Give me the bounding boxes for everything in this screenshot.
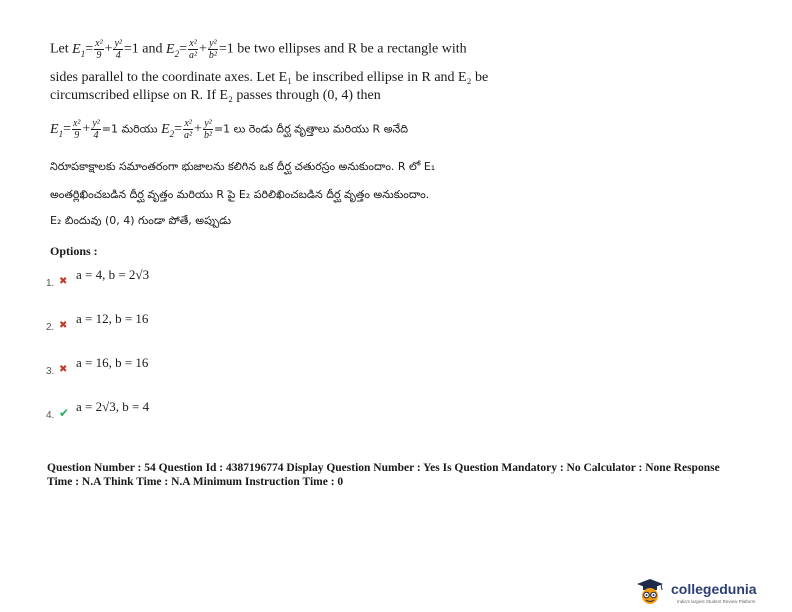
- fraction-y2-4: $\frac{\text{y²}}{4}$: [114, 38, 122, 61]
- option-number: 4.: [46, 410, 55, 421]
- check-icon: ✔: [59, 406, 70, 420]
- e2-symbol: $E_2$: [166, 41, 180, 59]
- option-3[interactable]: [46, 355, 246, 379]
- equals-sign: =: [174, 121, 183, 137]
- equals-sign: =: [85, 41, 94, 57]
- fraction-y2-b2: $\frac{\text{y²}}{\text{b²}}$: [203, 118, 212, 141]
- plus-sign: +: [198, 41, 207, 57]
- logo-wordmark: collegedunia: [671, 581, 757, 597]
- fraction-y2-4: $\frac{\text{y²}}{4}$: [92, 118, 100, 141]
- e1-symbol: $E_1$: [72, 41, 86, 59]
- cross-icon: ✖: [59, 276, 68, 287]
- text-line1-suffix: =1 be two ellipses and R be a rectangle with: [218, 41, 467, 57]
- fraction-x2-9: $\frac{\text{x²}}{9}$: [95, 38, 103, 61]
- question-meta-line2: Time : N.A Think Time : N.A Minimum Instruction Time : 0: [47, 476, 344, 488]
- e1-symbol: $E_1$: [50, 121, 64, 139]
- option-number: 2.: [46, 322, 55, 333]
- plus-sign: +: [82, 121, 91, 137]
- question-meta-line1: Question Number : 54 Question Id : 4387196774 Display Question Number : Yes Is Question Mandatory : No Calculator : None Response: [47, 462, 720, 474]
- telugu-text-mid: =1 మరియు: [101, 122, 158, 136]
- option-number: 1.: [46, 278, 55, 289]
- option-1[interactable]: [46, 266, 246, 290]
- text-eq1-and: =1 and: [123, 41, 163, 57]
- question-telugu-line3: అంతర్లిఖించబడిన దీర్ఘ వృత్తం మరియు R పై E₂ పరిలిఖించబడిన దీర్ఘ వృత్తం అనుకుందాం.: [50, 188, 430, 201]
- collegedunia-logo: [633, 578, 783, 606]
- fraction-y2-b2: $\frac{\text{y²}}{\text{b²}}$: [208, 38, 217, 61]
- fraction-x2-9: $\frac{\text{x²}}{9}$: [72, 118, 81, 141]
- cross-icon: ✖: [59, 364, 68, 375]
- equals-sign: =: [179, 41, 187, 57]
- option-text: a = 4, b = 2√3: [76, 267, 150, 282]
- options-label: Options :: [50, 244, 98, 258]
- option-4[interactable]: [46, 399, 246, 423]
- plus-sign: +: [104, 41, 113, 57]
- logo-tagline: India's largest Student Review Platform: [677, 599, 756, 604]
- option-number: 3.: [46, 366, 55, 377]
- cross-icon: ✖: [59, 320, 68, 331]
- fraction-x2-a2: $\frac{\text{x²}}{\text{a²}}$: [188, 38, 197, 61]
- text-let: Let: [50, 41, 69, 57]
- question-telugu-line1: [50, 118, 408, 143]
- question-english-line2: sides parallel to the coordinate axes. Let E₁ be inscribed ellipse in R and E₂ be: [50, 70, 489, 85]
- question-telugu-line2: నిరూపకాక్షాలకు సమాంతరంగా భుజాలను కలిగిన ఒక దీర్ఘ చతురస్రం అనుకుందాం. R లో E₁: [50, 160, 436, 173]
- e2-symbol: $E_2$: [161, 121, 175, 139]
- fraction-x2-a2: $\frac{\text{x²}}{\text{a²}}$: [184, 118, 193, 141]
- question-english-line3: circumscribed ellipse on R. If E₂ passes through (0, 4) then: [50, 88, 381, 103]
- question-telugu-line4: E₂ బిందువు (0, 4) గుండా పోతే, అప్పుడు: [50, 214, 232, 227]
- option-text: a = 16, b = 16: [76, 355, 149, 370]
- plus-sign: +: [194, 121, 202, 137]
- telugu-text-end: =1 లు రెండు దీర్ఘ వృత్తాలు మరియు R అనేది: [213, 122, 408, 136]
- option-text: a = 12, b = 16: [76, 311, 149, 326]
- question-english-line1: [50, 38, 467, 63]
- option-text: a = 2√3, b = 4: [76, 399, 150, 414]
- option-2[interactable]: [46, 311, 246, 335]
- graduate-mascot-icon: [633, 578, 667, 606]
- equals-sign: =: [63, 121, 71, 137]
